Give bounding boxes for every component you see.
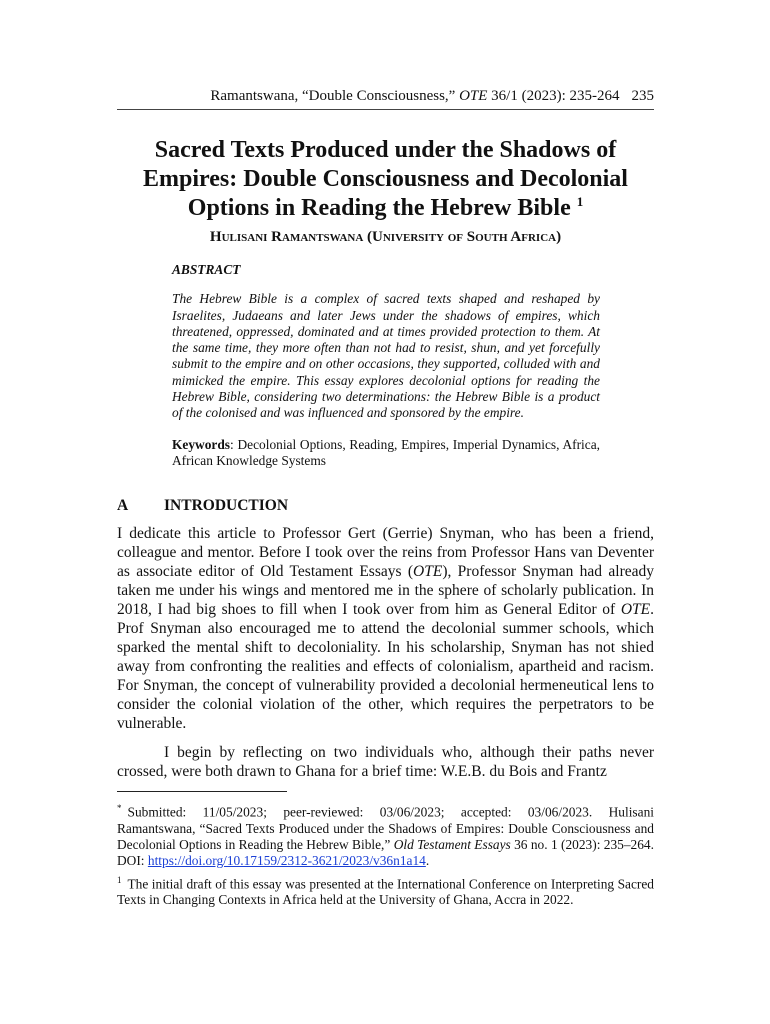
running-head-citation: Ramantswana, “Double Consciousness,” OTE 36/1 (2023): 235-264: [210, 88, 620, 104]
keywords-label: Keywords: [172, 436, 231, 452]
body-text: [117, 524, 654, 781]
footnote-1-marker: 1: [117, 874, 122, 885]
footnote-1: $^1$ The initial draft of this essay was presented at the International Conference on Interpreting Sacred Texts in Changing Contexts in Africa held at the University of Ghana, Accra in 2022.: [117, 874, 654, 908]
keywords: [172, 437, 600, 470]
section-heading: [117, 497, 654, 515]
paragraph-1: I dedicate this article to Professor Gert (Gerrie) Snyman, who has been a friend, colleague and mentor. Before I took over the reins from Professor Hans van Deventer as associate editor of Old Testament Essays (OTE), Professor Snyman had already taken me under his wings and mentored me in the sphere of scholarly publication. In 2018, I had big shoes to fill when I took over from him as General Editor of OTE. Prof Snyman also encouraged me to attend the decolonial summer schools, which sparked the mental shift to decoloniality. In his scholarship, Snyman has not shied away from confronting the realities and effects of colonialism, apartheid and racism. For Snyman, the concept of vulnerability provided a decolonial hermeneutical lens to consider the colonial violation of the other, which requires the perpetrators to be vulnerable.: [117, 525, 654, 732]
title-line-1: Sacred Texts Produced under the Shadows of: [154, 137, 617, 163]
abstract-block: [172, 262, 600, 469]
section-title: INTRODUCTION: [164, 497, 289, 514]
abstract-heading: ABSTRACT: [172, 262, 241, 277]
keywords-list: : Decolonial Options, Reading, Empires, Imperial Dynamics, Africa, African Knowledge Systems: [172, 436, 600, 468]
footnote-divider: [117, 791, 287, 792]
footnotes: [117, 800, 654, 911]
running-head-journal: OTE: [459, 88, 488, 104]
title-line-3: Options in Reading the Hebrew Bible $^1$: [187, 194, 584, 221]
title-footnote-marker[interactable]: 1: [576, 194, 584, 209]
footnote-star: * Submitted: 11/05/2023; peer-reviewed: 03/06/2023; accepted: 03/06/2023. Hulisani Ramantswana, “Sacred Texts Produced under the Shadows of Empires: Double Consciousness and Decolonial Options in Reading the Hebrew Bible,” Old Testament Essays 36 no. 1 (2023): 235–264. DOI: https://doi.org/10.17159/2312-3621/2023/v36n1a14.: [117, 803, 654, 869]
abstract-text: The Hebrew Bible is a complex of sacred texts shaped and reshaped by Israelites, Judaeans and later Jews under the shadows of empires, which threatened, oppressed, dominated and at times provided protection to them. At the same time, they more often than not had to resist, shun, and yet forcefully submit to the empire and on other occasions, they supported, colluded with and mimicked the empire. This essay explores decolonial options for reading the Hebrew Bible, considering two determinations: the Hebrew Bible is a product of the colonised and was influenced and sponsored by the empire.: [172, 291, 600, 421]
section-letter: A: [117, 497, 129, 514]
author-line: Hulisani Ramantswana (University of South Africa): [209, 229, 562, 245]
paragraph-2: I begin by reflecting on two individuals who, although their paths never crossed, were both drawn to Ghana for a brief time: W.E.B. du Bois and Frantz: [117, 744, 654, 780]
doi-link[interactable]: https://doi.org/10.17159/2312-3621/2023/v36n1a14: [147, 853, 426, 869]
page-number: 235: [631, 88, 654, 104]
title-line-2: Empires: Double Consciousness and Decolonial: [143, 166, 628, 192]
footnote-star-marker: *: [117, 803, 122, 813]
running-head: [117, 88, 654, 110]
article-title: [117, 136, 654, 223]
